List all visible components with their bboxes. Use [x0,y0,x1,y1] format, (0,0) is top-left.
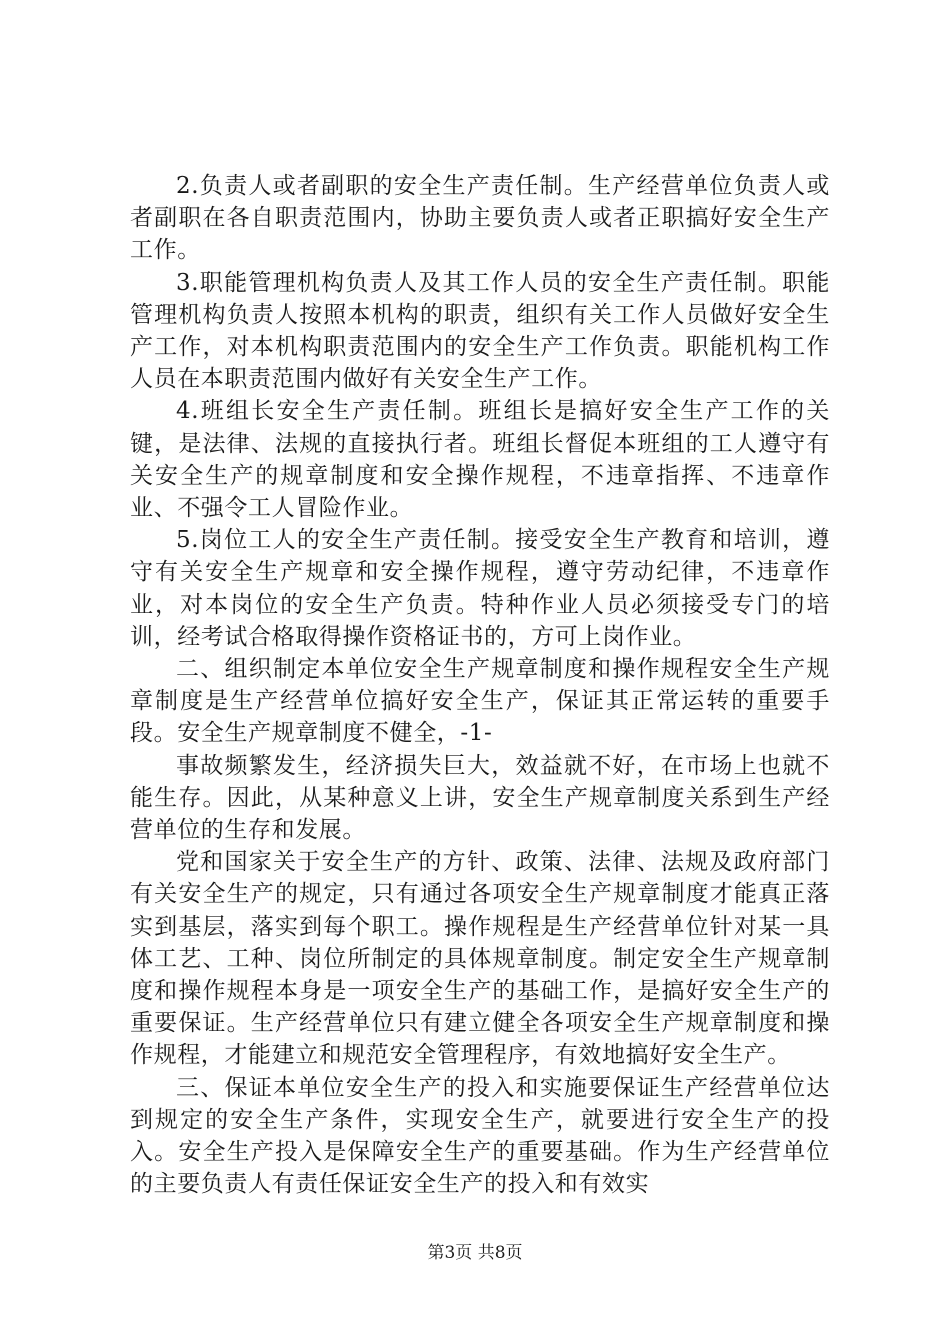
paragraph-worker-responsibility: 5.岗位工人的安全生产责任制。接受安全生产教育和培训，遵守有关安全生产规章和安全操作规程，遵守劳动纪律，不违章作业，对本岗位的安全生产负责。特种作业人员必须接受专门的培训，经考试合格取得操作资格证书的，方可上岗作业。 [130,527,830,650]
paragraph-team-leader-responsibility: 4.班组长安全生产责任制。班组长是搞好安全生产工作的关键，是法律、法规的直接执行者。班组长督促本班组的工人遵守有关安全生产的规章制度和安全操作规程，不违章指挥、不违章作业、不强令工人冒险作业。 [130,398,830,522]
paragraph-functional-department-responsibility: 3.职能管理机构负责人及其工作人员的安全生产责任制。职能管理机构负责人按照本机构的职责，组织有关工作人员做好安全生产工作，对本机构职责范围内的安全生产工作负责。职能机构工作人员在本职责范围内做好有关安全生产工作。 [130,269,830,393]
paragraph-section-three-heading: 三、保证本单位安全生产的投入和实施要保证生产经营单位达到规定的安全生产条件，实现安全生产，就要进行安全生产的投入。安全生产投入是保障安全生产的重要基础。作为生产经营单位的主要负责人有责任保证安全生产的投入和有效实 [130,1074,830,1198]
paragraph-policy-implementation: 党和国家关于安全生产的方针、政策、法律、法规及政府部门有关安全生产的规定，只有通过各项安全生产规章制度才能真正落实到基层，落实到每个职工。操作规程是生产经营单位针对某一具体工艺、工种、岗位所制定的具体规章制度。制定安全生产规章制度和操作规程本身是一项安全生产的基础工作，是搞好安全生产的重要保证。生产经营单位只有建立健全各项安全生产规章制度和操作规程，才能建立和规范安全管理程序，有效地搞好安全生产。 [130,849,830,1069]
document-body [130,170,830,1201]
paragraph-accident-consequences: 事故频繁发生，经济损失巨大，效益就不好，在市场上也就不能生存。因此，从某种意义上讲，安全生产规章制度关系到生产经营单位的生存和发展。 [130,752,830,844]
paragraph-deputy-responsibility: 2.负责人或者副职的安全生产责任制。生产经营单位负责人或者副职在各自职责范围内，协助主要负责人或者正职搞好安全生产工作。 [130,173,830,264]
paragraph-section-two-heading: 二、组织制定本单位安全生产规章制度和操作规程安全生产规章制度是生产经营单位搞好安全生产，保证其正常运转的重要手段。安全生产规章制度不健全，-1- [130,656,830,747]
page-number-footer: 第3页 共8页 [427,1243,523,1263]
